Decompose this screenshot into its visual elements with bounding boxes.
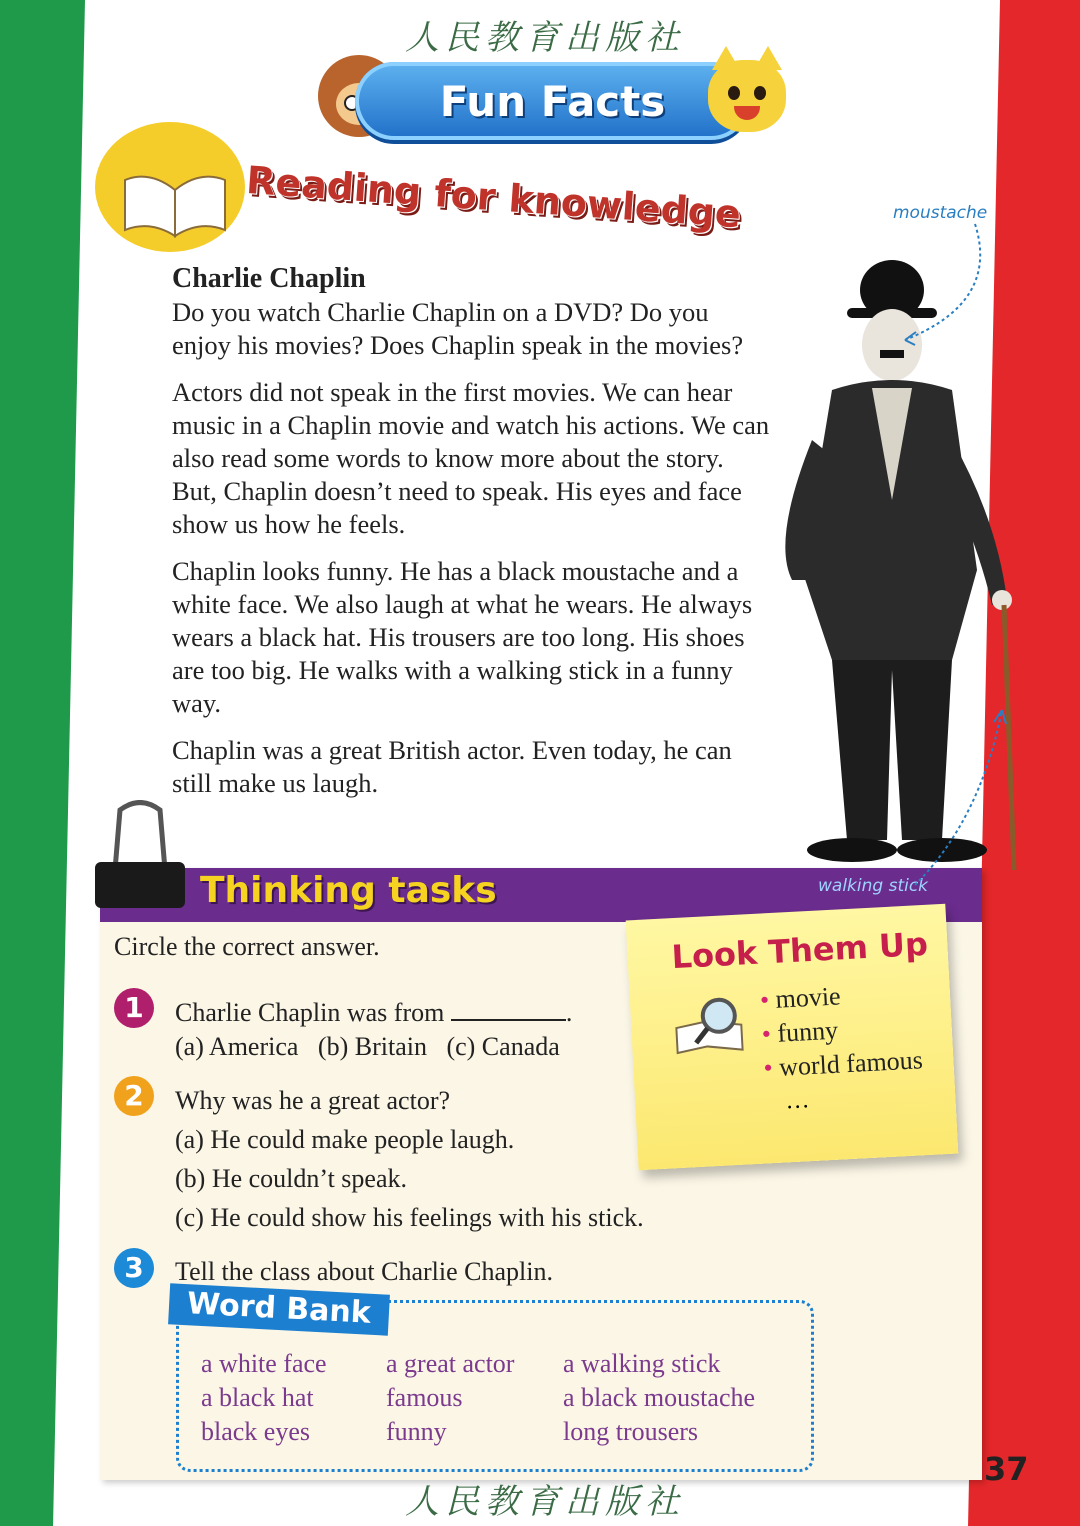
word-bank-item: a walking stick bbox=[563, 1349, 721, 1378]
question-number-1: 1 bbox=[114, 988, 154, 1028]
look-up-item: • funny bbox=[761, 1009, 922, 1051]
walking-stick-arrow-icon bbox=[900, 700, 1010, 890]
fun-facts-label: Fun Facts bbox=[439, 76, 666, 126]
article-paragraph: Chaplin was a great British actor. Even today, he can still make us laugh. bbox=[172, 735, 732, 798]
publisher-logo-top: 人民教育出版社 bbox=[405, 18, 685, 58]
question-number-2: 2 bbox=[114, 1076, 154, 1116]
word-bank bbox=[176, 1286, 814, 1472]
look-them-up-title: Look Them Up bbox=[670, 924, 929, 977]
question-1 bbox=[175, 994, 572, 1032]
word-bank-title: Word Bank bbox=[168, 1283, 390, 1335]
instruction: Circle the correct answer. bbox=[114, 932, 380, 961]
binder-clip-icon bbox=[95, 800, 185, 910]
word-bank-column-1 bbox=[201, 1347, 327, 1449]
word-bank-item: a black hat bbox=[201, 1383, 314, 1412]
question-3: Tell the class about Charlie Chaplin. bbox=[175, 1257, 553, 1286]
section-title: Reading for knowledge bbox=[244, 158, 743, 237]
question-2: Why was he a great actor? bbox=[175, 1086, 451, 1115]
open-book-icon bbox=[120, 170, 230, 240]
moustache-label: moustache bbox=[893, 203, 988, 223]
word-bank-item: funny bbox=[386, 1417, 447, 1446]
magnifier-book-icon bbox=[670, 994, 753, 1058]
look-up-item: • world famous bbox=[763, 1043, 924, 1085]
article-paragraph: Do you watch Charlie Chaplin on a DVD? Do you enjoy his movies? Does Chaplin speak in the movies? bbox=[172, 297, 744, 360]
word-bank-item: famous bbox=[386, 1383, 463, 1412]
word-bank-item: black eyes bbox=[201, 1417, 311, 1446]
question-period: . bbox=[565, 998, 573, 1027]
question-2-option-a[interactable]: (a) He could make people laugh. bbox=[175, 1125, 515, 1154]
publisher-logo-bottom: 人民教育出版社 bbox=[405, 1482, 685, 1522]
look-them-up-note bbox=[626, 904, 959, 1170]
article-title: Charlie Chaplin bbox=[172, 263, 366, 294]
look-up-item: • movie bbox=[759, 975, 920, 1017]
page-number: 37 bbox=[984, 1450, 1029, 1488]
question-2-option-c[interactable]: (c) He could show his feelings with his stick. bbox=[175, 1203, 644, 1232]
look-up-more: … bbox=[784, 1087, 811, 1115]
word-bank-item: long trousers bbox=[563, 1417, 699, 1446]
look-up-list bbox=[759, 975, 923, 1085]
article-paragraph: Actors did not speak in the first movies. We can hear music in a Chaplin movie and watch his actions. We can also read some words to know more about the story. But, Chaplin doesn’t need to speak. His eyes and face show us how he feels. bbox=[172, 377, 770, 539]
word-bank-item: a great actor bbox=[386, 1349, 515, 1378]
word-bank-column-3 bbox=[563, 1347, 755, 1449]
article-paragraph: Chaplin looks funny. He has a black moustache and a white face. We also laugh at what he wears. He always wears a black hat. His trousers are too long. His shoes are too big. He walks with a walking stick in a funny way. bbox=[172, 556, 753, 718]
walking-stick-label: walking stick bbox=[818, 876, 929, 896]
moustache-arrow-icon bbox=[900, 222, 1000, 347]
cat-mascot-icon bbox=[708, 60, 786, 132]
answer-blank[interactable] bbox=[451, 995, 566, 1021]
fun-facts-banner bbox=[355, 62, 750, 140]
tasks-title: Thinking tasks bbox=[200, 870, 497, 911]
question-number-3: 3 bbox=[114, 1248, 154, 1288]
article bbox=[172, 262, 772, 814]
question-2-option-b[interactable]: (b) He couldn’t speak. bbox=[175, 1164, 408, 1193]
question-1-options[interactable]: (a) America (b) Britain (c) Canada bbox=[175, 1032, 560, 1061]
question-text: Charlie Chaplin was from bbox=[175, 998, 445, 1027]
word-bank-item: a black moustache bbox=[563, 1383, 756, 1412]
word-bank-column-2 bbox=[386, 1347, 514, 1449]
word-bank-item: a white face bbox=[201, 1349, 327, 1378]
